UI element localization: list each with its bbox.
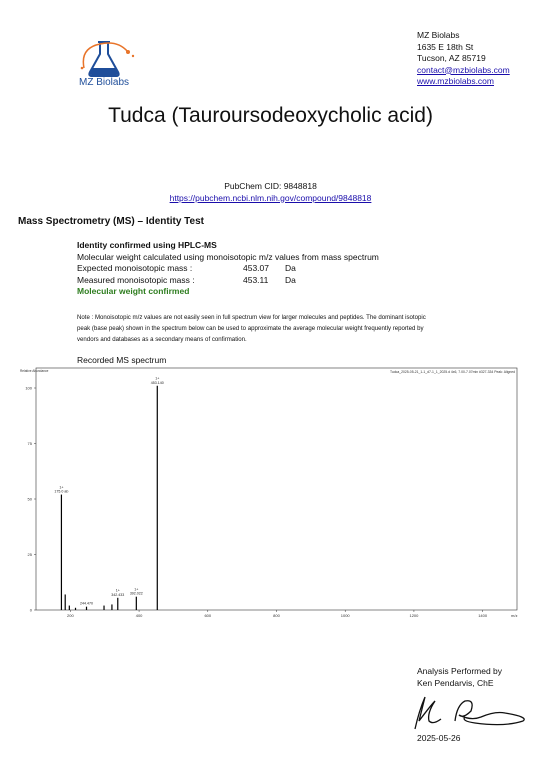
spectrum-label: Recorded MS spectrum [77,355,167,365]
chart-header-text: Tudca_2025-05-21_1-1_d7-1_1_2025.d 4x6, 7.00-7.07min #327-334 Peak: Aligned [389,370,515,374]
website-link[interactable]: www.mzbiolabs.com [417,76,494,86]
analysis-signoff [417,666,502,689]
expected-mass-row [77,263,379,275]
measured-label: Measured monoisotopic mass : [77,274,195,285]
logo-text: MZ Biolabs [79,77,130,88]
x-tick-label: 400 [135,613,143,618]
identity-method: Molecular weight calculated using monoisotopic m/z values from mass spectrum [77,251,379,262]
analyst-name: Ken Pendarvis, ChE [417,677,494,688]
address-line: Tucson, AZ 85719 [417,53,486,63]
measured-mass-row [77,275,379,287]
signature-icon [405,691,535,733]
identity-heading: Identity confirmed using HPLC-MS [77,240,217,250]
note-text: Note : Monoisotopic m/z values are not easily seen in full spectrum view for larger molecules and peptides. The dominant isotopic peak (base peak) shown in the spectrum below can be used to approximate the average molecular weight frequently reported by vendors and databases as a secondary means of confirmation. [77,314,426,343]
ms-spectrum-chart [0,364,541,624]
peak-label: 1+ [134,587,139,592]
section-title: Mass Spectrometry (MS) – Identity Test [18,216,204,227]
peak-label: 342.433 [111,592,125,597]
peak-label: 244.470 [80,601,94,606]
identity-block [77,240,379,298]
pubchem-link[interactable]: https://pubchem.ncbi.nlm.nih.gov/compound/9848818 [169,192,372,203]
peak-label: 392.022 [129,591,143,596]
peak-label: 1+ [155,376,160,381]
peak-label: 1+ [59,485,64,490]
pubchem-info [0,181,541,204]
company-address [417,30,510,88]
x-tick-label: 1000 [340,613,350,618]
x-tick-label: 200 [67,613,74,618]
plot-frame [36,368,517,610]
y-tick-label: 0 [29,607,32,613]
analysis-line: Analysis Performed by [417,666,503,676]
x-tick-label: 1400 [478,613,488,618]
y-tick-label: 100 [25,385,32,391]
expected-label: Expected monoisotopic mass : [77,263,193,273]
y-tick-label: 25 [27,552,32,557]
report-date: 2025-05-26 [417,733,461,743]
peak-label: 175.0 ab [54,489,69,494]
expected-value: 453.07 [243,263,269,273]
y-tick-label: 75 [27,441,32,446]
peak-label: 453.140 [150,380,164,385]
x-tick-label: 1200 [409,613,419,618]
y-axis-label: Relative Abundance [20,369,49,373]
result-text: Molecular weight confirmed [77,286,190,296]
page-title: Tudca (Tauroursodeoxycholic acid) [108,104,433,127]
expected-unit: Da [285,263,296,273]
measured-unit: Da [285,274,296,285]
address-line: MZ Biolabs [417,30,460,40]
address-line: 1635 E 18th St [417,41,474,52]
y-tick-label: 50 [27,496,32,502]
x-tick-label: 800 [273,613,280,618]
x-tick-label: 600 [204,613,212,618]
peak-label: 1+ [115,588,120,593]
email-link[interactable]: contact@mzbiolabs.com [417,64,510,75]
x-axis-label: m/z [511,613,518,618]
pubchem-cid: PubChem CID: 9848818 [224,181,317,191]
measured-value: 453.11 [243,274,269,285]
